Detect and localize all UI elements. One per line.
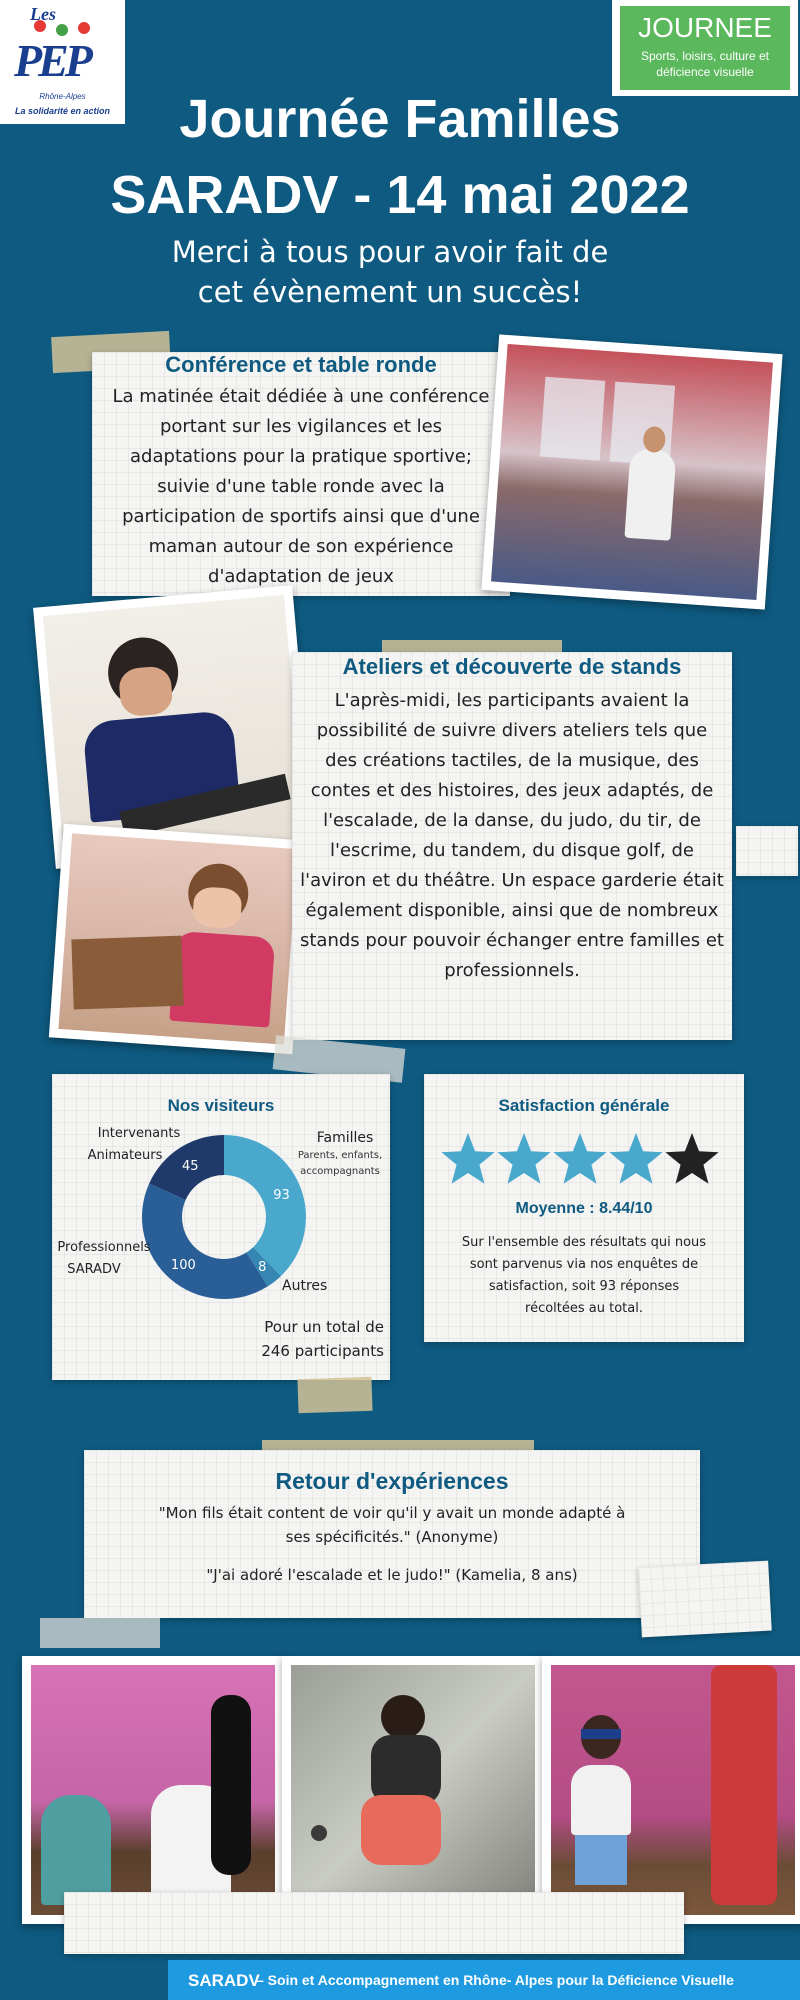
photo-workshop-tactile xyxy=(49,824,307,1054)
label-familles: Familles xyxy=(316,1130,374,1146)
feedback-card xyxy=(84,1450,700,1618)
label-familles-sub2: accompagnants xyxy=(300,1166,380,1177)
feedback-quote-2: "J'ai adoré l'escalade et le judo!" (Kamelia, 8 ans) xyxy=(206,1566,578,1584)
section-conference-card xyxy=(92,352,510,596)
feedback-quote-1: "Mon fils était content de voir qu'il y avait un monde adapté à ses spécificités." (Anonyme) xyxy=(158,1504,626,1546)
event-badge xyxy=(612,0,798,96)
satisfaction-average: Moyenne : 8.44/10 xyxy=(515,1200,653,1217)
section-workshops-card xyxy=(292,652,732,1040)
page-title-line2: SARADV - 14 mai 2022 xyxy=(110,165,690,225)
torn-strip xyxy=(736,826,798,876)
logo-les: Les xyxy=(30,4,56,24)
satisfaction-title: Satisfaction générale xyxy=(498,1096,670,1115)
page-title-line1: Journée Familles xyxy=(179,89,621,149)
label-professionnels: Professionnels xyxy=(57,1240,151,1255)
satisfaction-text: Sur l'ensemble des résultats qui nous sont parvenus via nos enquêtes de satisfaction, soit 93 réponses récoltées au total. xyxy=(461,1235,707,1316)
donut-value-label-3: 45 xyxy=(182,1158,199,1174)
donut-value-label-2: 100 xyxy=(170,1257,196,1273)
section-workshops-text: L'après-midi, les participants avaient la possibilité de suivre divers ateliers tels que des créations tactiles, de la musique, des contes et des histoires, des jeux adaptés, de l'escalade, de la danse, du judo, du tir, de l'escrime, du tandem, du disque golf, de l'aviron et du théâtre. Un espace garderie était également disponible, ainsi que de nombreux stands pour pouvoir échanger entre familles et professionnels. xyxy=(300,690,724,981)
visitors-total-line1: Pour un total de xyxy=(264,1318,384,1336)
visitors-title: Nos visiteurs xyxy=(167,1096,275,1115)
label-saradv: SARADV xyxy=(67,1262,121,1277)
badge-subtitle: Sports, loisirs, culture et déficience visuelle xyxy=(640,49,770,79)
section-conference-text: La matinée était dédiée à une conférence portant sur les vigilances et les adaptations pour la pratique sportive; suivie d'une table ronde avec la participation de sportifs ainsi que d'une maman autour de son expérience d'adaptation de jeux xyxy=(112,386,490,587)
logo-pep: PEP xyxy=(14,35,89,86)
torn-strip xyxy=(64,1892,684,1954)
badge-title: JOURNEE xyxy=(638,12,772,43)
star-icon xyxy=(441,1133,494,1184)
photo-blindfold xyxy=(542,1656,800,1924)
donut-value-label-0: 93 xyxy=(273,1187,290,1203)
donut-value-label-1: 8 xyxy=(258,1259,267,1275)
satisfaction-stars xyxy=(434,1128,734,1188)
label-animateurs: Animateurs xyxy=(87,1148,163,1163)
label-intervenants: Intervenants xyxy=(97,1126,181,1141)
star-icon xyxy=(553,1133,606,1184)
photo-conference xyxy=(481,334,782,609)
star-icon xyxy=(497,1133,550,1184)
footer-brand: SARADV xyxy=(188,1971,260,1990)
footer-bar xyxy=(168,1960,800,2000)
section-workshops-title: Ateliers et découverte de stands xyxy=(342,654,682,679)
tape xyxy=(40,1618,160,1648)
photo-climbing xyxy=(282,1656,544,1924)
tape xyxy=(297,1377,372,1414)
photo-dance xyxy=(22,1656,284,1924)
visitors-total-line2: 246 participants xyxy=(261,1342,384,1360)
page-subtitle: Merci à tous pour avoir fait de cet évènement un succès! xyxy=(171,235,609,309)
logo-region: Rhône-Alpes xyxy=(39,92,86,101)
star-icon xyxy=(665,1133,718,1184)
logo-slogan: La solidarité en action xyxy=(14,106,111,116)
feedback-title: Retour d'expériences xyxy=(275,1468,509,1494)
donut-slice-2 xyxy=(142,1183,268,1299)
label-autres: Autres xyxy=(282,1278,328,1294)
torn-strip xyxy=(638,1561,771,1638)
star-icon xyxy=(609,1133,662,1184)
satisfaction-card xyxy=(424,1074,744,1342)
footer-text: – Soin et Accompagnement en Rhône- Alpes pour la Déficience Visuelle xyxy=(256,1972,734,1988)
visitors-card xyxy=(52,1074,390,1380)
section-conference-title: Conférence et table ronde xyxy=(165,352,437,377)
label-familles-sub1: Parents, enfants, xyxy=(297,1150,383,1161)
